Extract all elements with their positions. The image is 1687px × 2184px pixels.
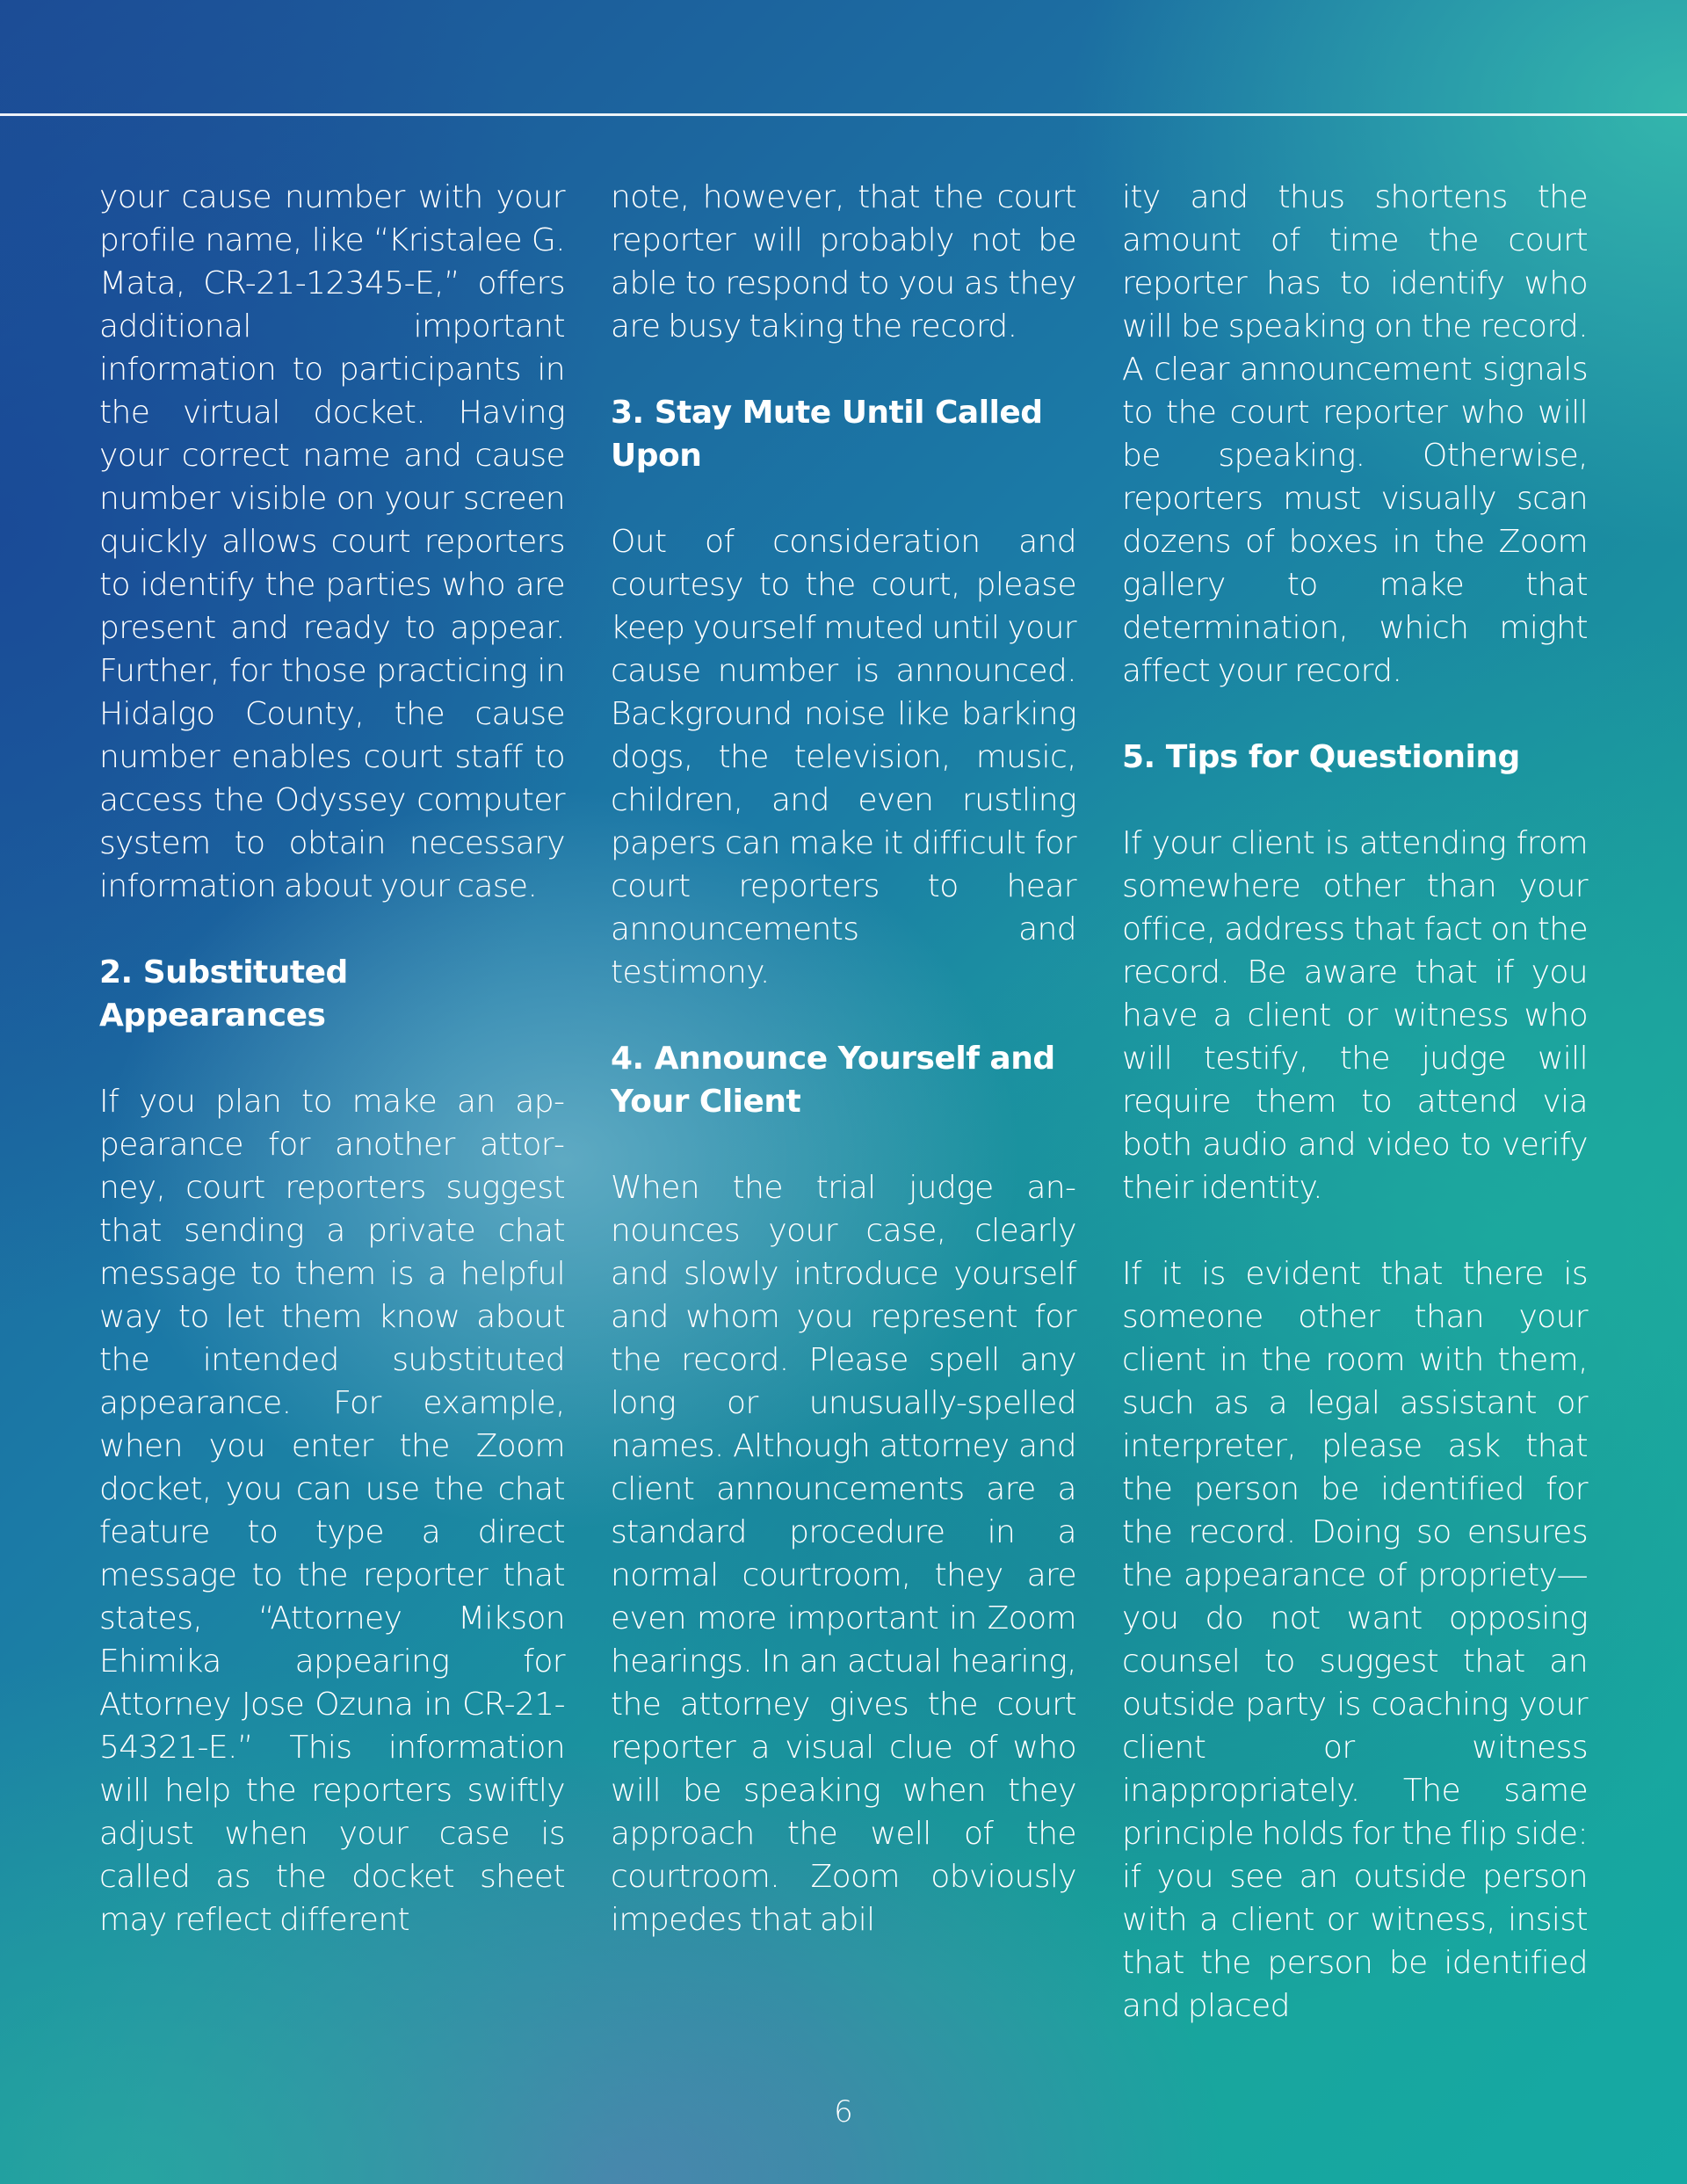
column-2: [611, 176, 1076, 2071]
section-heading-substituted-appearances: 2. Substituted Appearances: [99, 954, 348, 1034]
header-rule: [0, 113, 1687, 116]
section-heading-stay-mute: 3. Stay Mute Until Called Upon: [611, 395, 1043, 474]
page-number: 6: [834, 2094, 853, 2130]
paragraph: Out of consideration and courtesy to the court, please keep yourself muted until your cause number is announced. Background noise like barking dogs, the television, music, children, and even rustling papers can make it difficult for court reporters to hear announcements and testimony.: [611, 524, 1076, 990]
paragraph: your cause number with your profile name, like “Kristalee G. Mata, CR-21-12345-E,” offers additional important information to participants in the virtual docket. Having your correct name and cause number visible on your screen quickly allows court reporters to identify the parties who are present and ready to appear. Further, for those practicing in Hidalgo County, the cause number enables court staff to access the Odyssey computer system to obtain necessary information about your case.: [99, 179, 565, 904]
article-body: [99, 176, 1588, 2071]
column-1: [99, 176, 565, 2071]
paragraph: ity and thus shortens the amount of time the court reporter has to identify who will be speaking on the record. A clear announcement signals to the court reporter who will be speaking. Otherwise, reporters must visually scan dozens of boxes in the Zoom gallery to make that determination, which might affect your record.: [1122, 179, 1588, 689]
column-3: [1122, 176, 1588, 2071]
section-heading-announce-yourself: 4. Announce Yourself and Your Client: [611, 1041, 1055, 1120]
paragraph: If your client is attending from somewhere other than your office, address that fact on the record. Be aware that if you have a client or witness who will testify, the judge will require them to attend via both audio and video to verify their identity.: [1122, 825, 1588, 1206]
paragraph: When the trial judge announces your case, clearly and slowly introduce yourself and whom you represent for the record. Please spell any long or unusually-spelled names. Although attorney and client announcements are a standard procedure in a normal courtroom, they are even more important in Zoom hearings. In an actual hearing, the attorney gives the court reporter a visual clue of who will be speaking when they approach the well of the courtroom. Zoom obviously impedes that abil: [611, 1170, 1076, 1938]
paragraph: note, however, that the court reporter will probably not be able to respond to you as they are busy taking the record.: [611, 179, 1076, 345]
paragraph: If you plan to make an appearance for another attorney, court reporters suggest that sending a private chat message to them is a helpful way to let them know about the intended substituted appearance. For example, when you enter the Zoom docket, you can use the chat feature to type a direct message to the reporter that states, “Attorney Mikson Ehimika appearing for Attorney Jose Ozuna in CR-21-54321-E.” This information will help the reporters swiftly adjust when your case is called as the docket sheet may reflect different: [99, 1084, 565, 1938]
paragraph: If it is evident that there is someone other than your client in the room with them, such as a legal assistant or interpreter, please ask that the person be identified for the record. Doing so ensures the appearance of propriety—you do not want opposing counsel to suggest that an outside party is coaching your client or witness inappropriately. The same principle holds for the flip side: if you see an outside person with a client or witness, insist that the person be identified and placed: [1122, 1256, 1588, 2024]
section-heading-tips-for-questioning: 5. Tips for Questioning: [1122, 739, 1520, 775]
